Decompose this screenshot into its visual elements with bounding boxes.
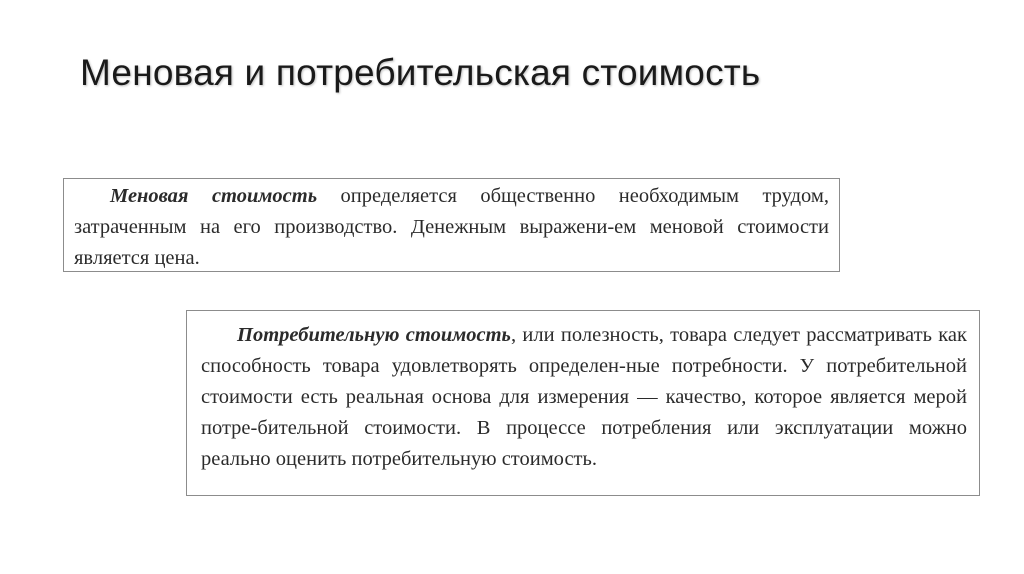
exchange-value-term: Меновая стоимость	[110, 185, 318, 207]
exchange-value-paragraph	[74, 181, 829, 274]
exchange-value-definition-box	[63, 178, 840, 272]
use-value-term: Потребительную стоимость	[237, 324, 511, 346]
use-value-definition-box	[186, 310, 980, 496]
use-value-text: , или полезность, товара следует рассматривать как способность товара удовлетворять определен-ные потребности. У потребительной стоимости есть реальная основа для измерения — качество, которое является мерой потре-бительной стоимости. В процессе потребления или эксплуатации можно реально оценить потребительную стоимость.	[201, 324, 967, 470]
use-value-paragraph	[201, 320, 967, 475]
slide-title: Меновая и потребительская стоимость	[80, 52, 761, 93]
exchange-value-text: определяется общественно необходимым трудом, затраченным на его производство. Денежным выражени-ем меновой стоимости является цена.	[74, 185, 829, 269]
